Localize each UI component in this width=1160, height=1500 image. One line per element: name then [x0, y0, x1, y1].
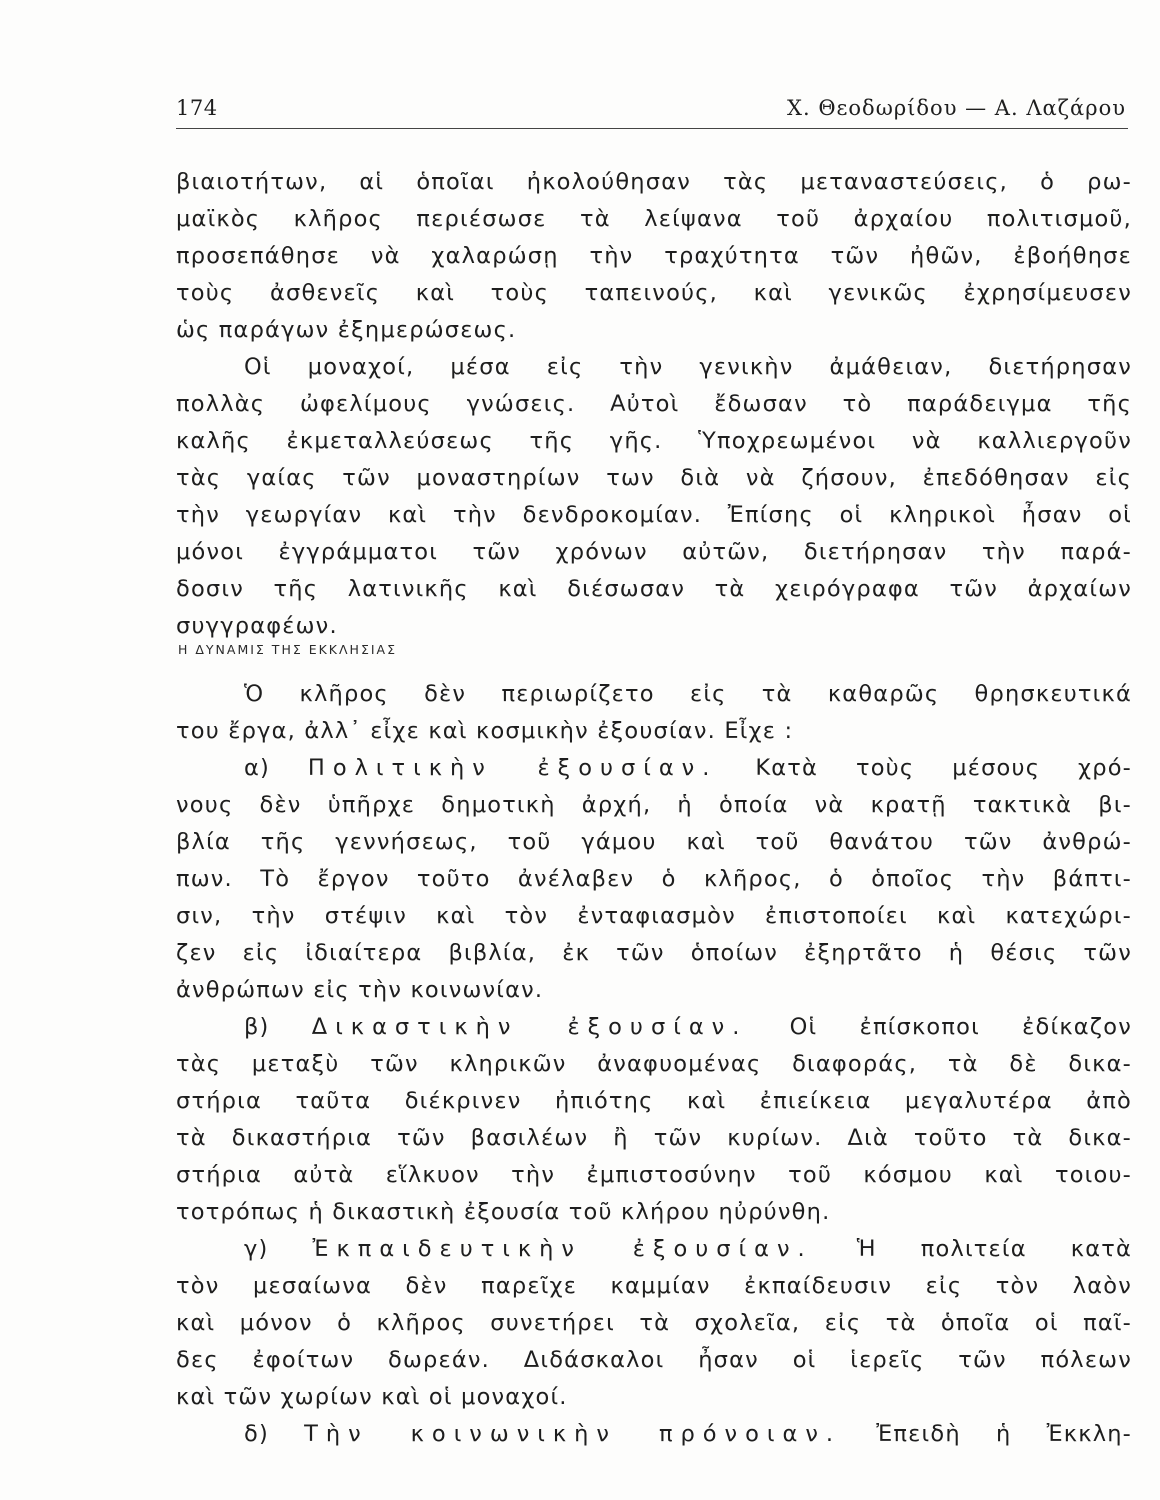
subsection-first-line	[176, 1009, 1132, 1046]
text-line: καὶ τῶν χωρίων καὶ οἱ μοναχοί.	[176, 1384, 568, 1410]
text-line: πολλὰς ὠφελίμους γνώσεις. Αὐτοὶ ἔδωσαν τὸ παράδειγμα τῆς	[176, 391, 1132, 417]
text-line: τοὺς ἀσθενεῖς καὶ τοὺς ταπεινούς, καὶ γενικῶς ἐχρησίμευσεν	[176, 280, 1132, 306]
section-heading: Η ΔΥΝΑΜΙΣ ΤΗΣ ΕΚΚΛΗΣΙΑΣ	[178, 642, 397, 657]
text-line: ζεν εἰς ἰδιαίτερα βιβλία, ἐκ τῶν ὁποίων ἐξηρτᾶτο ἡ θέσις τῶν	[176, 940, 1132, 966]
text-line: βιαιοτήτων, αἱ ὁποῖαι ἠκολούθησαν τὰς μεταναστεύσεις, ὁ ρω-	[176, 169, 1132, 195]
text-line: τοτρόπως ἡ δικαστικὴ ἐξουσία τοῦ κλήρου ηὐρύνθη.	[176, 1199, 831, 1225]
text-fragment: Κατὰ τοὺς μέσους χρό-	[755, 755, 1132, 781]
subsection-first-line	[176, 1231, 1132, 1268]
running-title: Χ. Θεοδωρίδου — Α. Λαζάρου	[787, 96, 1126, 120]
text-fragment: Ἐπειδὴ ἡ Ἐκκλη-	[876, 1421, 1132, 1447]
subsection-term: Δικαστικὴν ἐξουσίαν.	[311, 1014, 748, 1040]
text-line: νους δὲν ὑπῆρχε δημοτικὴ ἀρχή, ἡ ὁποία νὰ κρατῇ τακτικὰ βι-	[176, 792, 1132, 818]
text-line: ἀνθρώπων εἰς τὴν κοινωνίαν.	[176, 977, 544, 1003]
text-line: μαϊκὸς κλῆρος περιέσωσε τὰ λείψανα τοῦ ἀρχαίου πολιτισμοῦ,	[176, 206, 1132, 232]
text-line: τὰς γαίας τῶν μοναστηρίων των διὰ νὰ ζήσουν, ἐπεδόθησαν εἰς	[176, 465, 1132, 491]
text-line: σιν, τὴν στέψιν καὶ τὸν ἐνταφιασμὸν ἐπιστοποίει καὶ κατεχώρι-	[176, 903, 1132, 929]
subsection-label: β)	[244, 1014, 270, 1040]
text-line: καλῆς ἐκμεταλλεύσεως τῆς γῆς. Ὑποχρεωμένοι νὰ καλλιεργοῦν	[176, 428, 1132, 454]
text-line: τὰς μεταξὺ τῶν κληρικῶν ἀναφυομένας διαφοράς, τὰ δὲ δικα-	[176, 1051, 1132, 1077]
text-line: του ἔργα, ἀλλ᾽ εἶχε καὶ κοσμικὴν ἐξουσίαν. Εἶχε :	[176, 718, 794, 744]
text-line: δες ἐφοίτων δωρεάν. Διδάσκαλοι ἦσαν οἱ ἱερεῖς τῶν πόλεων	[176, 1347, 1132, 1373]
text-line: συγγραφέων.	[176, 613, 338, 639]
text-line: βλία τῆς γεννήσεως, τοῦ γάμου καὶ τοῦ θανάτου τῶν ἀνθρώ-	[176, 829, 1132, 855]
intro-text	[176, 164, 1132, 645]
text-line: ὡς παράγων ἐξημερώσεως.	[176, 317, 517, 343]
text-line: Οἱ μοναχοί, μέσα εἰς τὴν γενικὴν ἀμάθειαν, διετήρησαν	[244, 354, 1132, 380]
text-line: τὴν γεωργίαν καὶ τὴν δενδροκομίαν. Ἐπίσης οἱ κληρικοὶ ἦσαν οἱ	[176, 502, 1132, 528]
subsection-label: α)	[244, 755, 271, 781]
running-header	[176, 92, 1128, 129]
subsection-term: Ἐκπαιδευτικὴν ἐξουσίαν.	[312, 1236, 813, 1262]
text-line: Ὁ κλῆρος δὲν περιωρίζετο εἰς τὰ καθαρῶς θρησκευτικά	[244, 681, 1132, 707]
subsection-first-line	[176, 1416, 1132, 1453]
text-line: προσεπάθησε νὰ χαλαρώσῃ τὴν τραχύτητα τῶν ἠθῶν, ἐβοήθησε	[176, 243, 1132, 269]
text-line: πων. Τὸ ἔργον τοῦτο ἀνέλαβεν ὁ κλῆρος, ὁ ὁποῖος τὴν βάπτι-	[176, 866, 1132, 892]
text-line: στήρια ταῦτα διέκρινεν ἠπιότης καὶ ἐπιείκεια μεγαλυτέρα ἀπὸ	[176, 1088, 1132, 1114]
text-line: καὶ μόνον ὁ κλῆρος συνετήρει τὰ σχολεῖα, εἰς τὰ ὁποῖα οἱ παῖ-	[176, 1310, 1132, 1336]
subsection-first-line	[176, 750, 1132, 787]
subsection-label: γ)	[244, 1236, 269, 1262]
section-text	[176, 676, 1132, 1453]
text-fragment: Οἱ ἐπίσκοποι ἐδίκαζον	[789, 1014, 1132, 1040]
subsection-term: Τὴν κοινωνικὴν πρόνοιαν.	[304, 1421, 842, 1447]
subsection-term: Πολιτικὴν ἐξουσίαν.	[307, 755, 718, 781]
text-line: τὰ δικαστήρια τῶν βασιλέων ἢ τῶν κυρίων. Διὰ τοῦτο τὰ δικα-	[176, 1125, 1132, 1151]
text-line: τὸν μεσαίωνα δὲν παρεῖχε καμμίαν ἐκπαίδευσιν εἰς τὸν λαὸν	[176, 1273, 1132, 1299]
page-number: 174	[176, 96, 218, 120]
subsection-label: δ)	[244, 1421, 269, 1447]
text-line: μόνοι ἐγγράμματοι τῶν χρόνων αὐτῶν, διετήρησαν τὴν παρά-	[176, 539, 1132, 565]
text-line: δοσιν τῆς λατινικῆς καὶ διέσωσαν τὰ χειρόγραφα τῶν ἀρχαίων	[176, 576, 1132, 602]
text-fragment: Ἡ πολιτεία κατὰ	[856, 1236, 1133, 1262]
text-line: στήρια αὐτὰ εἵλκυον τὴν ἐμπιστοσύνην τοῦ κόσμου καὶ τοιου-	[176, 1162, 1132, 1188]
